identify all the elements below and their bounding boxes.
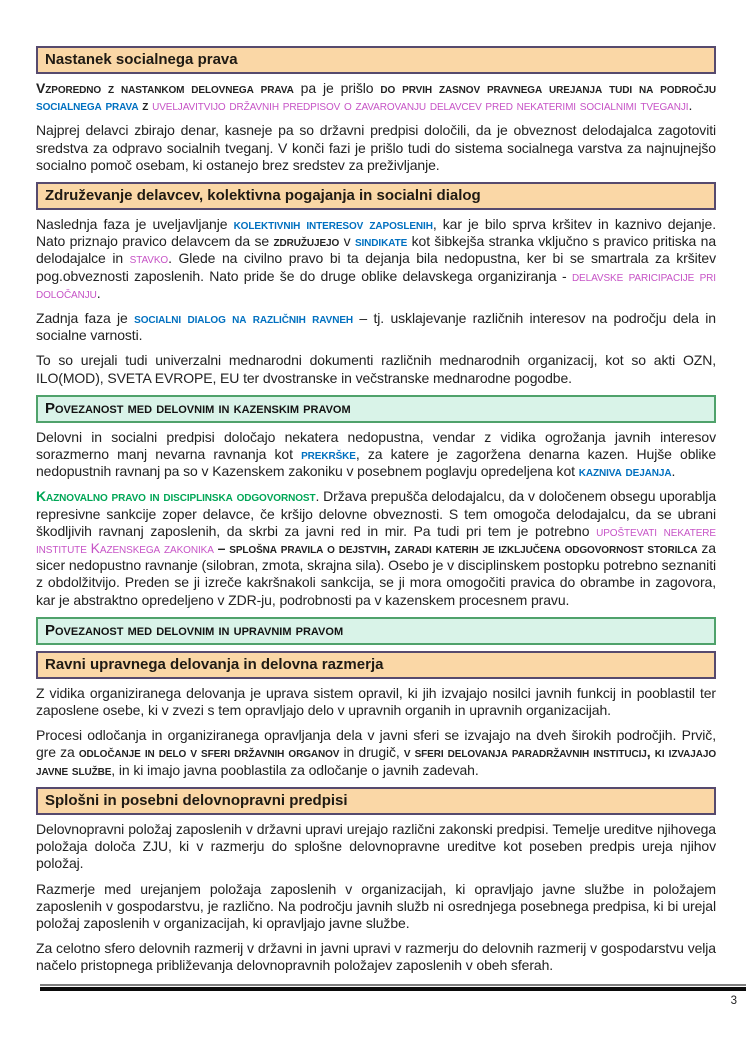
highlighted-term: uveljavitvijo državnih predpisov o zavarovanju delavcev pred nekaterimi socialnimi tveganji (152, 97, 689, 114)
text-run: pa je prišlo (293, 80, 381, 96)
section-header-green: Povezanost med delovnim in kazenskim pravom (36, 395, 716, 423)
paragraph (36, 122, 716, 174)
text-run: . (688, 97, 693, 114)
text-run: v (339, 233, 355, 250)
highlighted-term: sindikate (354, 233, 408, 250)
text-run: Z vidika organiziranega delovanja je uprava sistem opravil, ki jih izvajajo nosilci javnih funkcij in pooblastil ter zaposlene osebe, ki v zvezi s tem opravljajo delo v upravnih organih in upravnih organizacijah. (36, 684, 716, 719)
footer-rule-thick-line (40, 987, 746, 991)
paragraph (36, 488, 716, 608)
text-run: . (671, 463, 676, 480)
paragraph (36, 216, 716, 302)
text-run: za sicer nedopustno ravnanje (silobran, zmota, skrajna sila). Osebo je v disciplinskem postopku potrebno seznaniti z obdolžitvijo. Preden se ji izreče kakršnakoli sankcija, se ji mora omogočiti pravica do obrambe in zagovora, kar je abstraktno opredeljeno v ZDR-ju, podrobnosti pa v kazenskem procesnem pravu. (36, 540, 716, 608)
section-header-orange: Ravni upravnega delovanja in delovna razmerja (36, 651, 716, 679)
highlighted-term: prekrške (301, 446, 356, 463)
paragraph (36, 821, 716, 873)
text-run: , kar je bilo sprva kršitev in kaznivo dejanje. Nato priznajo pravico delavcem da se (36, 216, 716, 250)
page-number: 3 (730, 995, 737, 1007)
text-run: in drugič, (339, 744, 404, 761)
text-run: – tj. usklajevanje različnih interesov na področju dela in socialne varnosti. (36, 310, 716, 344)
section-header-orange: Združevanje delavcev, kolektivna pogajanja in socialni dialog (36, 182, 716, 210)
highlighted-term: kazniva dejanja (578, 463, 672, 480)
highlighted-term: upoštevati nekatere institute Kazenskega zakonika (36, 522, 716, 557)
text-run: Procesi odločanja in organiziranega opravljanja dela v javni sferi se izvajajo na dveh širokih področjih. Prvič, gre za (36, 727, 716, 761)
highlighted-term: z (138, 97, 153, 114)
text-run: , in ki imajo javna pooblastila za odločanje o javnih zadevah. (111, 761, 479, 778)
highlighted-term: Kaznovalno pravo in disciplinska odgovornost (36, 488, 316, 505)
text-run: Za celotno sfero delovnih razmerij v državni in javni upravi v razmerju do delovnih razmerij v gospodarstvu velja načelo pristopnega približevanja delovnopravnih položajev zaposlenih v obeh sferah. (36, 940, 716, 974)
highlighted-term: Vzporedno z nastankom delovnega prava (36, 80, 294, 96)
text-run: Najprej delavci zbirajo denar, kasneje pa so državni predpisi določili, da je obveznost delodajalca zagotoviti sredstva za odpravo socialnih tveganj. V konči fazi je prišlo tudi do sistema socialnega varstva za najnujnejšo socialno pomoč osebam, ki ostanejo brez sredstev za preživljanje. (36, 122, 716, 173)
paragraph (36, 685, 716, 719)
section-header-orange: Splošni in posebni delovnopravni predpisi (36, 787, 716, 815)
text-run: , za katere je zagoržena denarna kazen. Hujše oblike nedopustnih ravnanj pa so v Kazenskem zakoniku v posebnem poglavju opredeljena kot (36, 446, 717, 480)
text-run: Zadnja faza je (36, 310, 135, 327)
highlighted-term: socialnega prava (36, 97, 139, 114)
text-run: Naslednja faza je uveljavljanje (36, 216, 234, 233)
text-run: Delovnopravni položaj zaposlenih v državni upravi urejajo različni zakonski predpisi. Temelje ureditve njihovega položaja določa ZJU, ki v razmerju do splošne delovnopravne ureditve kot poseben predpis ureja njihov položaj. (36, 820, 716, 872)
document-content (36, 44, 716, 983)
section-header-green: Povezanost med delovnim in upravnim pravom (36, 617, 716, 645)
highlighted-term: kolektivnih interesov zaposlenih (233, 216, 433, 233)
paragraph (36, 310, 716, 344)
text-run: . Država prepušča delodajalcu, da v določenem obsegu uporablja represivne sankcije zoper delavce, če kršijo delovne obveznosti. S tem omogoča delodajalcu, da se ubrani škodljivih ravnanj zaposlenih, da skrbi za javni red in mir. Pa tudi pri tem je potrebno (36, 488, 717, 539)
text-run: Razmerje med urejanjem položaja zaposlenih v organizacijah, ki opravljajo javne službe in položajem zaposlenih v gospodarstvu, je različno. Na področju javnih služb ni osrednjega posebnega predpisa, ki bi urejal položaj zaposlenih v organizacijah, ki opravljajo javne službe. (36, 880, 716, 931)
highlighted-term: socialni dialog na različnih ravneh (134, 310, 354, 327)
highlighted-term: do prvih zasnov pravnega urejanja tudi na področju (380, 80, 717, 96)
highlighted-term: – splošna pravila o dejstvih, zaradi katerih je izključena odgovornost storilca (213, 540, 698, 557)
highlighted-term: stavko (129, 250, 169, 267)
paragraph (36, 940, 716, 974)
paragraph (36, 80, 716, 114)
highlighted-term: v sferi delovanja paradržavnih institucij, ki izvajajo javne službe (36, 744, 717, 778)
text-run: . Glede na civilno pravo bi ta dejanja bila nedopustna, ker bi se smartrala za kršitev pog.obveznosti zaposlenih. Nato pride še do druge oblike delavskega organiziranja - (36, 250, 716, 284)
section-header-orange: Nastanek socialnega prava (36, 46, 716, 74)
paragraph (36, 352, 716, 386)
highlighted-term: odločanje in delo v sferi državnih organov (78, 744, 340, 761)
highlighted-term: združujejo (273, 233, 340, 250)
text-run: To so urejali tudi univerzalni mednarodni dokumenti različnih mednarodnih organizacij, kot so akti OZN, ILO(MOD), SVETA EVROPE, EU ter dvostranske in večstranske mednarodne pogodbe. (36, 352, 716, 386)
footer-rule (40, 984, 746, 991)
paragraph (36, 727, 716, 779)
text-run: Delovni in socialni predpisi določajo nekatera nedopustna, vendar z vidika ogrožanja javnih interesov sorazmerno manj nevarna ravnanja kot (36, 428, 716, 463)
text-run: . (96, 284, 101, 301)
highlighted-term: delavske paricipacije pri določanju (36, 267, 716, 301)
paragraph (36, 429, 716, 481)
paragraph (36, 881, 716, 933)
text-run: kot šibkejša stranka vključno s pravico pritiska na delodajalce in (36, 233, 716, 267)
